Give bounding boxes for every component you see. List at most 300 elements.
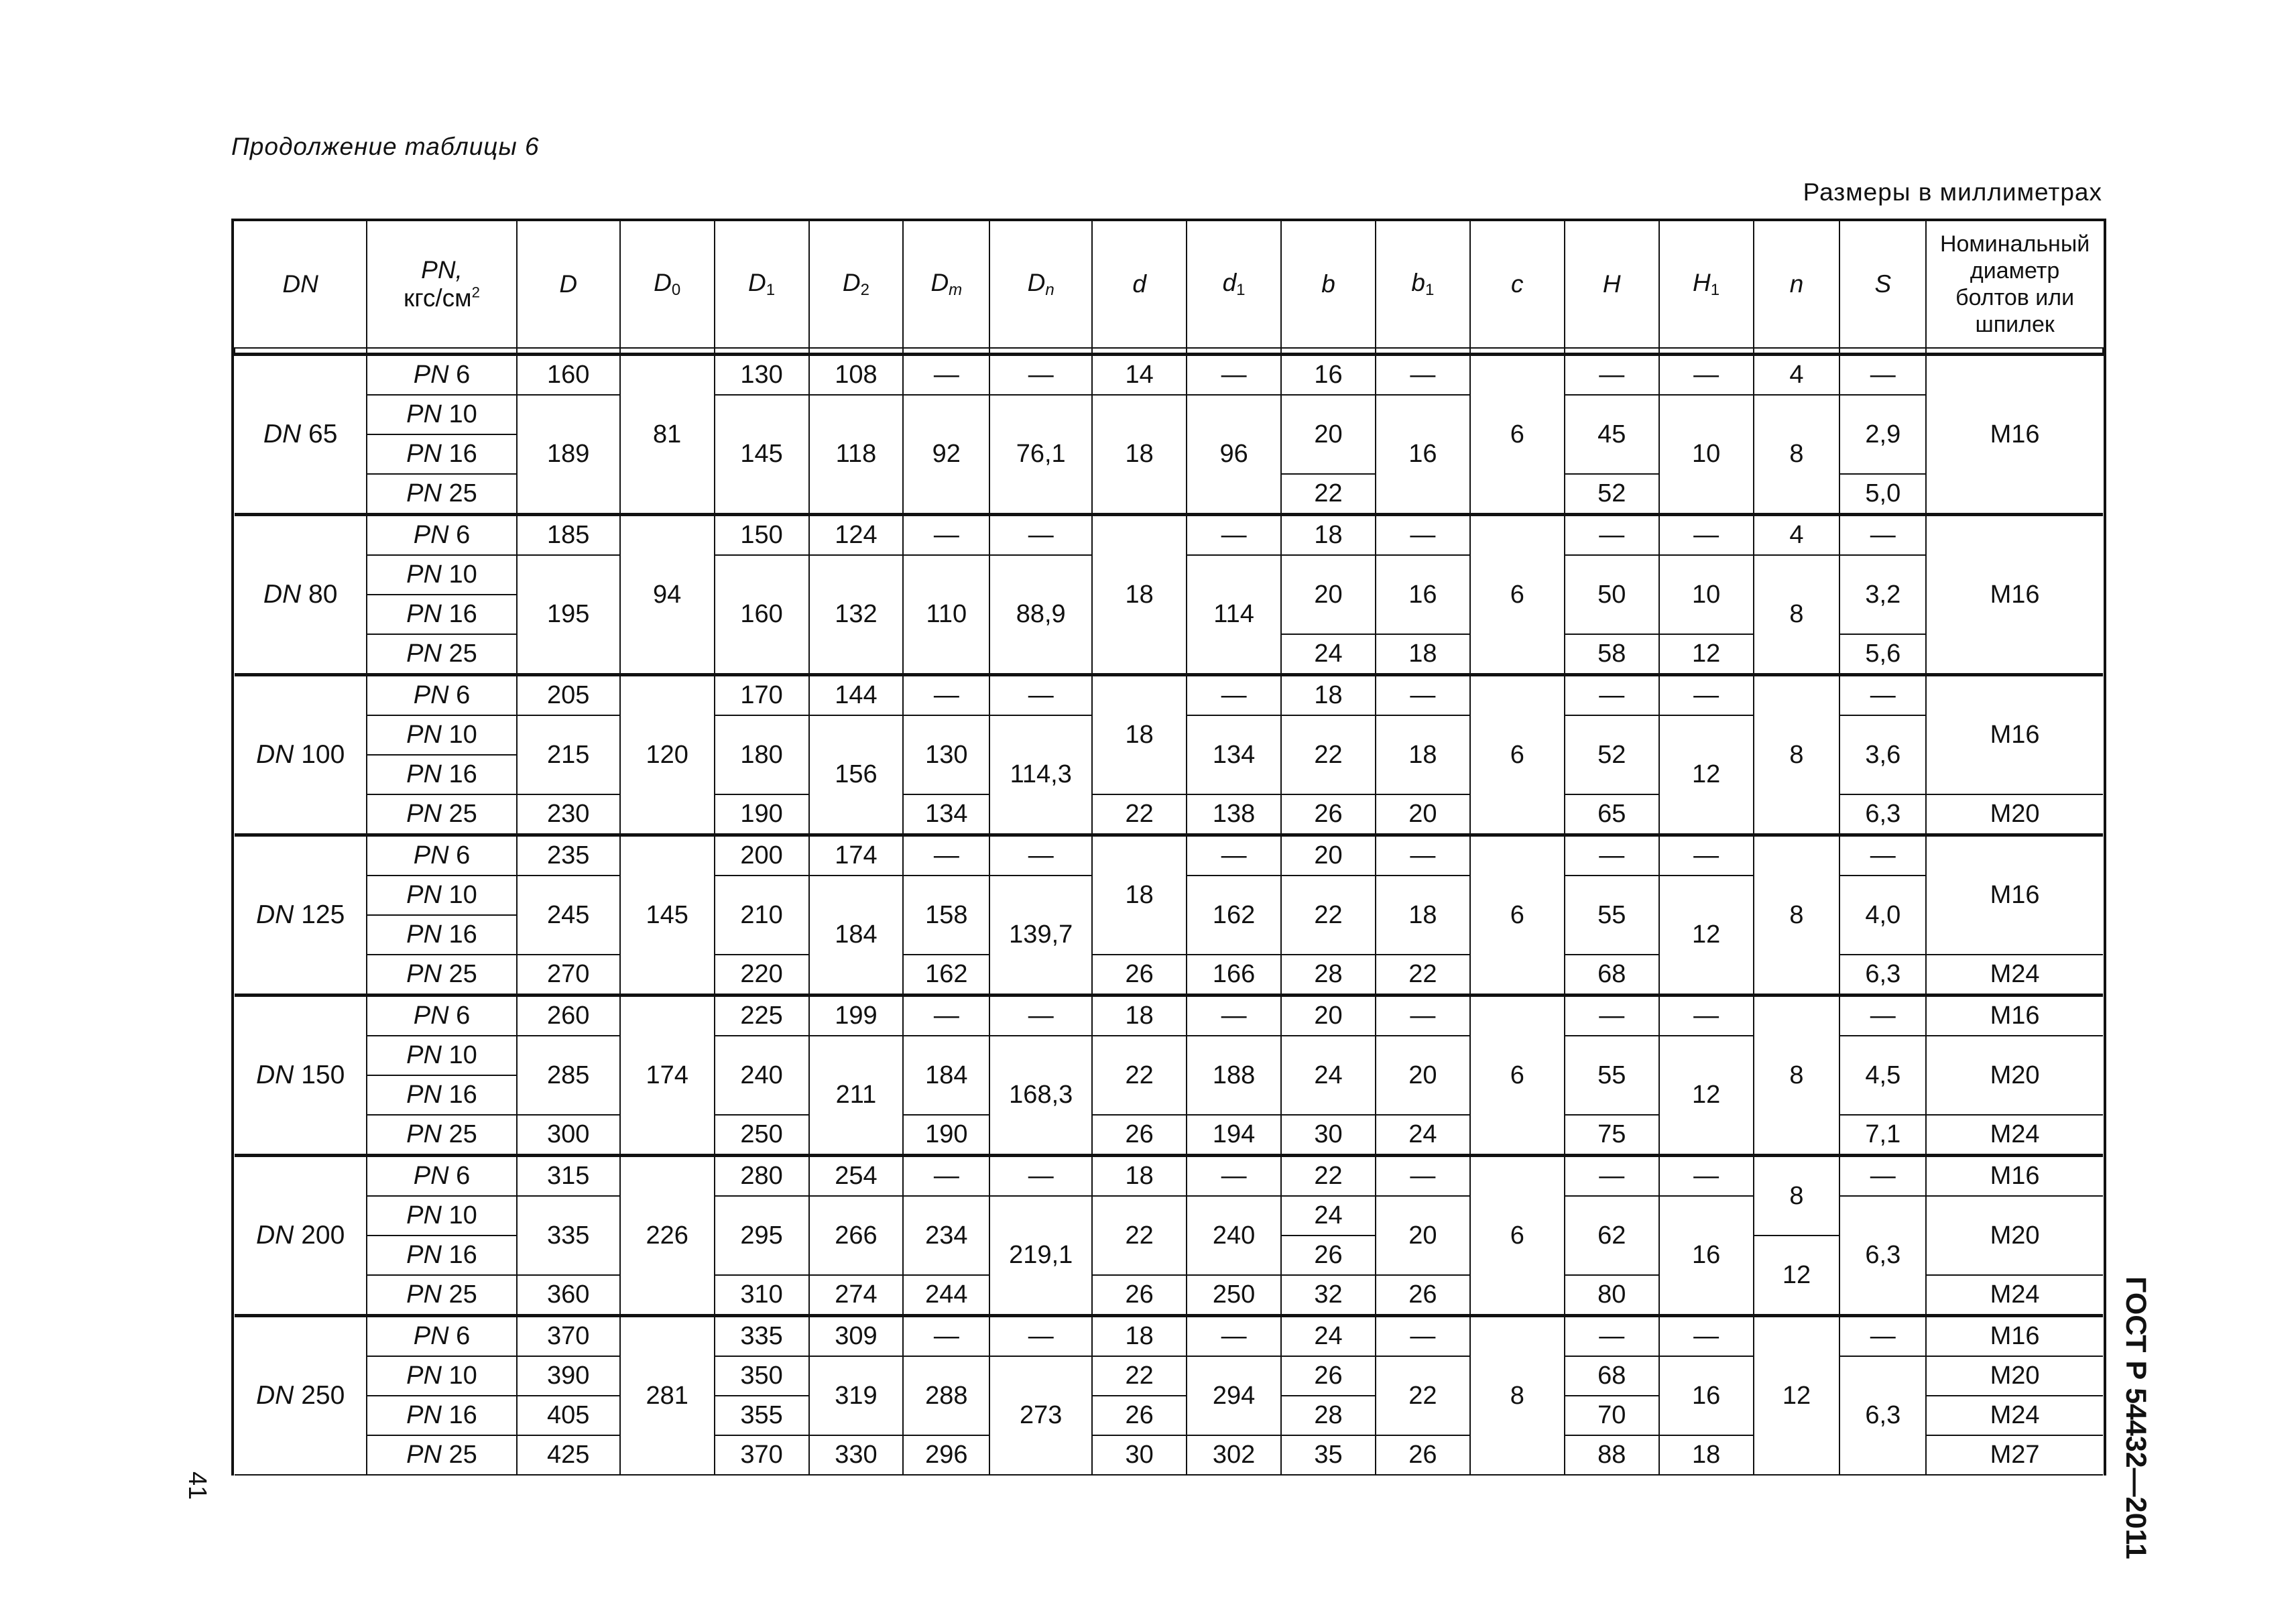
cell-d1: —	[1187, 996, 1281, 1036]
cell-d1: 170	[715, 675, 809, 716]
cell-dm: —	[903, 355, 989, 396]
cell-s: 6,3	[1839, 794, 1926, 835]
cell-d2: 199	[809, 996, 904, 1036]
cell-s: —	[1839, 996, 1926, 1036]
cell-d2: 211	[809, 1036, 904, 1156]
dn-value: 200	[301, 1221, 345, 1250]
cell-h1: —	[1659, 1316, 1754, 1357]
cell-dm: 184	[903, 1036, 989, 1115]
header-separator	[235, 348, 2103, 355]
dn-prefix: DN	[256, 1221, 294, 1250]
pn-value: 10	[448, 560, 477, 589]
cell-dn: 219,1	[989, 1196, 1092, 1316]
pn-value: 6	[456, 681, 471, 709]
cell-s: 6,3	[1839, 955, 1926, 996]
sep-cell	[989, 348, 1092, 355]
dn-value: 125	[301, 900, 345, 929]
cell-b1: —	[1376, 835, 1470, 876]
cell-d: 22	[1092, 1356, 1187, 1396]
cell-dn: 88,9	[989, 555, 1092, 675]
cell-pn	[367, 715, 516, 755]
cell-pn	[367, 835, 516, 876]
header-H1-label: H	[1693, 269, 1711, 296]
dn-prefix: DN	[263, 420, 302, 448]
cell-bolt: M16	[1926, 835, 2103, 955]
cell-d: 30	[1092, 1435, 1187, 1475]
cell-dn: 76,1	[989, 395, 1092, 515]
cell-h1: 18	[1659, 1435, 1754, 1475]
sep-cell	[903, 348, 989, 355]
cell-dm: —	[903, 1156, 989, 1197]
cell-d: 18	[1092, 515, 1187, 675]
cell-pn	[367, 474, 516, 515]
cell-h1: 10	[1659, 555, 1754, 634]
cell-dm: 110	[903, 555, 989, 675]
cell-dn: 114,3	[989, 715, 1092, 835]
cell-pn	[367, 634, 516, 675]
cell-h: 55	[1565, 876, 1659, 955]
cell-h: 75	[1565, 1115, 1659, 1156]
cell-b: 24	[1281, 634, 1376, 675]
cell-d1: 225	[715, 996, 809, 1036]
cell-c: 6	[1470, 355, 1565, 515]
cell-s: 5,6	[1839, 634, 1926, 675]
cell-b: 24	[1281, 1036, 1376, 1115]
cell-h1: 12	[1659, 715, 1754, 835]
pn-prefix: PN	[406, 1201, 442, 1229]
cell-d1: —	[1187, 1316, 1281, 1357]
header-Dn-label: D	[1027, 269, 1046, 296]
cell-d1: 295	[715, 1196, 809, 1275]
pn-prefix: PN	[413, 1322, 449, 1350]
cell-d1: 188	[1187, 1036, 1281, 1115]
cell-b: 26	[1281, 1236, 1376, 1275]
cell-pn	[367, 996, 516, 1036]
pn-prefix: PN	[406, 721, 442, 749]
cell-d: 26	[1092, 1115, 1187, 1156]
cell-d1: 355	[715, 1396, 809, 1435]
cell-bolt: M24	[1926, 1275, 2103, 1316]
cell-c: 6	[1470, 996, 1565, 1156]
cell-dm: —	[903, 675, 989, 716]
header-d1	[1187, 221, 1281, 348]
cell-dn: 139,7	[989, 876, 1092, 996]
header-H1	[1659, 221, 1754, 348]
cell-dm: —	[903, 1316, 989, 1357]
cell-h1: —	[1659, 835, 1754, 876]
cell-pn	[367, 1435, 516, 1475]
cell-d2: 330	[809, 1435, 904, 1475]
cell-d: 160	[517, 355, 620, 396]
cell-dn: 273	[989, 1356, 1092, 1475]
cell-pn	[367, 1316, 516, 1357]
header-pn-label: PN,	[421, 255, 463, 284]
cell-d2: 274	[809, 1275, 904, 1316]
cell-b: 26	[1281, 1356, 1376, 1396]
cell-dm: —	[903, 835, 989, 876]
cell-dn	[235, 675, 367, 835]
pn-prefix: PN	[413, 841, 449, 869]
cell-d0: 145	[620, 835, 715, 996]
cell-d1: 210	[715, 876, 809, 955]
dn-prefix: DN	[256, 740, 294, 769]
cell-b1: —	[1376, 1156, 1470, 1197]
sep-cell	[1187, 348, 1281, 355]
cell-b1: 22	[1376, 1356, 1470, 1435]
pn-value: 6	[456, 1162, 471, 1190]
cell-s: 6,3	[1839, 1196, 1926, 1316]
dn-value: 65	[308, 420, 338, 448]
standard-code-text: ГОСТ Р 54432—2011	[2120, 1276, 2153, 1559]
pn-value: 10	[448, 1041, 477, 1069]
cell-d: 230	[517, 794, 620, 835]
cell-d2: 118	[809, 395, 904, 515]
cell-pn	[367, 1156, 516, 1197]
cell-h: 45	[1565, 395, 1659, 474]
pn-value: 25	[448, 1120, 477, 1148]
header-d-label: d	[1132, 270, 1146, 298]
header-Dn	[989, 221, 1092, 348]
pn-value: 10	[448, 400, 477, 428]
cell-pn	[367, 395, 516, 434]
header-d	[1092, 221, 1187, 348]
pn-prefix: PN	[406, 1362, 442, 1390]
cell-h: 55	[1565, 1036, 1659, 1115]
cell-dn: —	[989, 835, 1092, 876]
cell-pn	[367, 1236, 516, 1275]
cell-b1: 22	[1376, 955, 1470, 996]
cell-s: —	[1839, 515, 1926, 556]
cell-d1: 130	[715, 355, 809, 396]
sep-cell	[620, 348, 715, 355]
cell-d1: 180	[715, 715, 809, 794]
pn-value: 16	[448, 1401, 477, 1429]
header-n	[1754, 221, 1840, 348]
cell-h1: —	[1659, 1156, 1754, 1197]
flange-dimensions-table	[231, 219, 2106, 1476]
cell-pn	[367, 876, 516, 915]
cell-pn	[367, 1075, 516, 1115]
cell-b1: 16	[1376, 555, 1470, 634]
cell-d1: 96	[1187, 395, 1281, 515]
cell-b: 22	[1281, 1156, 1376, 1197]
cell-h1: 12	[1659, 876, 1754, 996]
cell-s: 6,3	[1839, 1356, 1926, 1475]
cell-d1: 200	[715, 835, 809, 876]
cell-dm: 296	[903, 1435, 989, 1475]
cell-d2: 132	[809, 555, 904, 675]
cell-d: 285	[517, 1036, 620, 1115]
cell-bolt: M20	[1926, 1356, 2103, 1396]
cell-c: 6	[1470, 835, 1565, 996]
pn-value: 25	[448, 1441, 477, 1469]
cell-dm: 92	[903, 395, 989, 515]
cell-dn: —	[989, 1316, 1092, 1357]
cell-b1: 26	[1376, 1275, 1470, 1316]
dn-value: 80	[308, 580, 338, 609]
cell-dn	[235, 996, 367, 1156]
cell-d1: 310	[715, 1275, 809, 1316]
cell-d1: 302	[1187, 1435, 1281, 1475]
cell-dn	[235, 835, 367, 996]
cell-s: 3,6	[1839, 715, 1926, 794]
page-number: 41	[183, 1471, 211, 1500]
cell-dm: 162	[903, 955, 989, 996]
cell-dn	[235, 515, 367, 675]
cell-d1: 250	[715, 1115, 809, 1156]
cell-b: 20	[1281, 555, 1376, 634]
table-body	[235, 355, 2103, 1476]
pn-prefix: PN	[406, 1280, 442, 1309]
cell-d2: 108	[809, 355, 904, 396]
table-row	[235, 835, 2103, 876]
cell-d1: 370	[715, 1435, 809, 1475]
cell-c: 6	[1470, 675, 1565, 835]
header-n-label: n	[1789, 270, 1804, 298]
cell-d1: 280	[715, 1156, 809, 1197]
cell-bolt: M20	[1926, 1036, 2103, 1115]
table-row	[235, 1316, 2103, 1357]
cell-d2: 309	[809, 1316, 904, 1357]
pn-prefix: PN	[413, 681, 449, 709]
cell-d: 18	[1092, 1316, 1187, 1357]
header-d1-sub: 1	[1236, 281, 1246, 299]
cell-s: 4,0	[1839, 876, 1926, 955]
cell-d1: 335	[715, 1316, 809, 1357]
cell-d1: 134	[1187, 715, 1281, 794]
cell-d: 22	[1092, 794, 1187, 835]
cell-n: 8	[1754, 555, 1840, 675]
cell-n: 4	[1754, 515, 1840, 556]
header-D1	[715, 221, 809, 348]
header-D0-sub: 0	[671, 281, 681, 299]
pn-value: 10	[448, 1201, 477, 1229]
table-row	[235, 395, 2103, 434]
cell-dm: 130	[903, 715, 989, 794]
cell-s: —	[1839, 355, 1926, 396]
pn-value: 6	[456, 521, 471, 549]
cell-b: 35	[1281, 1435, 1376, 1475]
cell-b1: 18	[1376, 715, 1470, 794]
sep-cell	[1659, 348, 1754, 355]
pn-prefix: PN	[406, 1401, 442, 1429]
cell-h: 50	[1565, 555, 1659, 634]
header-b1-label: b	[1411, 269, 1425, 296]
cell-dn: 168,3	[989, 1036, 1092, 1156]
pn-prefix: PN	[406, 1120, 442, 1148]
cell-s: —	[1839, 675, 1926, 716]
pn-prefix: PN	[413, 361, 449, 389]
cell-b1: —	[1376, 1316, 1470, 1357]
cell-d1: —	[1187, 355, 1281, 396]
pn-prefix: PN	[406, 760, 442, 788]
cell-dm: —	[903, 996, 989, 1036]
header-Dm	[903, 221, 989, 348]
cell-h1: 12	[1659, 1036, 1754, 1156]
cell-h: 52	[1565, 715, 1659, 794]
cell-pn	[367, 1196, 516, 1236]
cell-d1: 145	[715, 395, 809, 515]
cell-b: 16	[1281, 355, 1376, 396]
cell-b1: —	[1376, 355, 1470, 396]
pn-prefix: PN	[406, 960, 442, 988]
cell-d1: 166	[1187, 955, 1281, 996]
header-bolt-label: Номинальный диаметр болтов или шпилек	[1939, 231, 2090, 337]
dn-value: 150	[301, 1061, 345, 1089]
cell-b: 32	[1281, 1275, 1376, 1316]
sep-cell	[1281, 348, 1376, 355]
cell-dn	[235, 355, 367, 515]
cell-d: 18	[1092, 675, 1187, 795]
cell-pn	[367, 955, 516, 996]
cell-h: —	[1565, 835, 1659, 876]
pn-prefix: PN	[406, 1441, 442, 1469]
cell-b: 28	[1281, 955, 1376, 996]
cell-pn	[367, 1356, 516, 1396]
cell-s: —	[1839, 1316, 1926, 1357]
cell-d: 405	[517, 1396, 620, 1435]
cell-h1: —	[1659, 675, 1754, 716]
cell-s: —	[1839, 835, 1926, 876]
dn-prefix: DN	[256, 900, 294, 929]
cell-n: 8	[1754, 675, 1840, 835]
header-H	[1565, 221, 1659, 348]
cell-bolt: M16	[1926, 675, 2103, 795]
sep-cell	[809, 348, 904, 355]
pn-prefix: PN	[406, 1241, 442, 1269]
sep-cell	[235, 348, 367, 355]
pn-prefix: PN	[406, 600, 442, 628]
pn-value: 25	[448, 800, 477, 828]
cell-d: 26	[1092, 1275, 1187, 1316]
header-b1	[1376, 221, 1470, 348]
cell-d1: —	[1187, 675, 1281, 716]
cell-d: 14	[1092, 355, 1187, 396]
cell-b: 22	[1281, 876, 1376, 955]
sep-cell	[1376, 348, 1470, 355]
cell-bolt: M24	[1926, 1115, 2103, 1156]
cell-dn: —	[989, 1156, 1092, 1197]
header-Dn-sub: n	[1045, 281, 1054, 299]
cell-b: 18	[1281, 675, 1376, 716]
pn-value: 16	[448, 440, 477, 468]
header-pn-unit-text: кгс/см	[404, 284, 472, 312]
cell-d2: 319	[809, 1356, 904, 1435]
table-row	[235, 1156, 2103, 1197]
cell-pn	[367, 1275, 516, 1316]
cell-d: 360	[517, 1275, 620, 1316]
cell-d: 315	[517, 1156, 620, 1197]
cell-d1: —	[1187, 1156, 1281, 1197]
pn-prefix: PN	[406, 640, 442, 668]
cell-h: —	[1565, 1316, 1659, 1357]
dn-prefix: DN	[263, 580, 302, 609]
cell-d1: 160	[715, 555, 809, 675]
cell-dm: 288	[903, 1356, 989, 1435]
pn-prefix: PN	[406, 1081, 442, 1109]
cell-dm: 234	[903, 1196, 989, 1275]
pn-value: 16	[448, 760, 477, 788]
header-Dm-label: D	[930, 269, 949, 296]
cell-pn	[367, 434, 516, 474]
cell-pn	[367, 1115, 516, 1156]
cell-d1: 162	[1187, 876, 1281, 955]
cell-d2: 144	[809, 675, 904, 716]
header-D	[517, 221, 620, 348]
cell-pn	[367, 755, 516, 794]
pn-value: 25	[448, 1280, 477, 1309]
cell-d: 195	[517, 555, 620, 675]
cell-d: 335	[517, 1196, 620, 1275]
cell-h1: 16	[1659, 1196, 1754, 1316]
sep-cell	[715, 348, 809, 355]
cell-d1: 190	[715, 794, 809, 835]
cell-d1: 250	[1187, 1275, 1281, 1316]
cell-d: 370	[517, 1316, 620, 1357]
sep-cell	[1092, 348, 1187, 355]
cell-n: 8	[1754, 395, 1840, 515]
cell-dm: 244	[903, 1275, 989, 1316]
cell-bolt: M20	[1926, 1196, 2103, 1275]
cell-h: —	[1565, 996, 1659, 1036]
pn-value: 6	[456, 841, 471, 869]
cell-h1: —	[1659, 355, 1754, 396]
cell-d0: 120	[620, 675, 715, 835]
cell-d2: 124	[809, 515, 904, 556]
cell-n: 12	[1754, 1236, 1840, 1316]
header-c	[1470, 221, 1565, 348]
cell-b1: 18	[1376, 634, 1470, 675]
sep-cell	[1565, 348, 1659, 355]
cell-s: 2,9	[1839, 395, 1926, 474]
cell-pn	[367, 1396, 516, 1435]
cell-b1: 16	[1376, 395, 1470, 515]
cell-bolt: M20	[1926, 794, 2103, 835]
cell-pn	[367, 595, 516, 634]
cell-h: 62	[1565, 1196, 1659, 1275]
header-row	[235, 221, 2103, 348]
cell-d0: 174	[620, 996, 715, 1156]
cell-bolt: M24	[1926, 955, 2103, 996]
header-H1-sub: 1	[1710, 281, 1720, 299]
pn-value: 16	[448, 1241, 477, 1269]
cell-d1: 138	[1187, 794, 1281, 835]
cell-c: 6	[1470, 515, 1565, 675]
header-S	[1839, 221, 1926, 348]
cell-b1: —	[1376, 996, 1470, 1036]
cell-b1: —	[1376, 515, 1470, 556]
cell-h1: 10	[1659, 395, 1754, 515]
sep-cell	[1839, 348, 1926, 355]
cell-d: 390	[517, 1356, 620, 1396]
cell-d1: 294	[1187, 1356, 1281, 1435]
cell-d: 22	[1092, 1196, 1187, 1275]
cell-s: 7,1	[1839, 1115, 1926, 1156]
header-pn-unit	[404, 284, 480, 312]
cell-bolt: M24	[1926, 1396, 2103, 1435]
header-D1-sub: 1	[766, 281, 776, 299]
dn-prefix: DN	[256, 1061, 294, 1089]
table-row	[235, 675, 2103, 716]
dn-prefix: DN	[256, 1381, 294, 1410]
cell-d1: 150	[715, 515, 809, 556]
cell-h: 80	[1565, 1275, 1659, 1316]
pn-value: 6	[456, 1002, 471, 1030]
header-D2-label: D	[842, 269, 861, 296]
cell-pn	[367, 1036, 516, 1075]
header-Dm-sub: m	[949, 281, 963, 299]
cell-d1: 240	[1187, 1196, 1281, 1275]
